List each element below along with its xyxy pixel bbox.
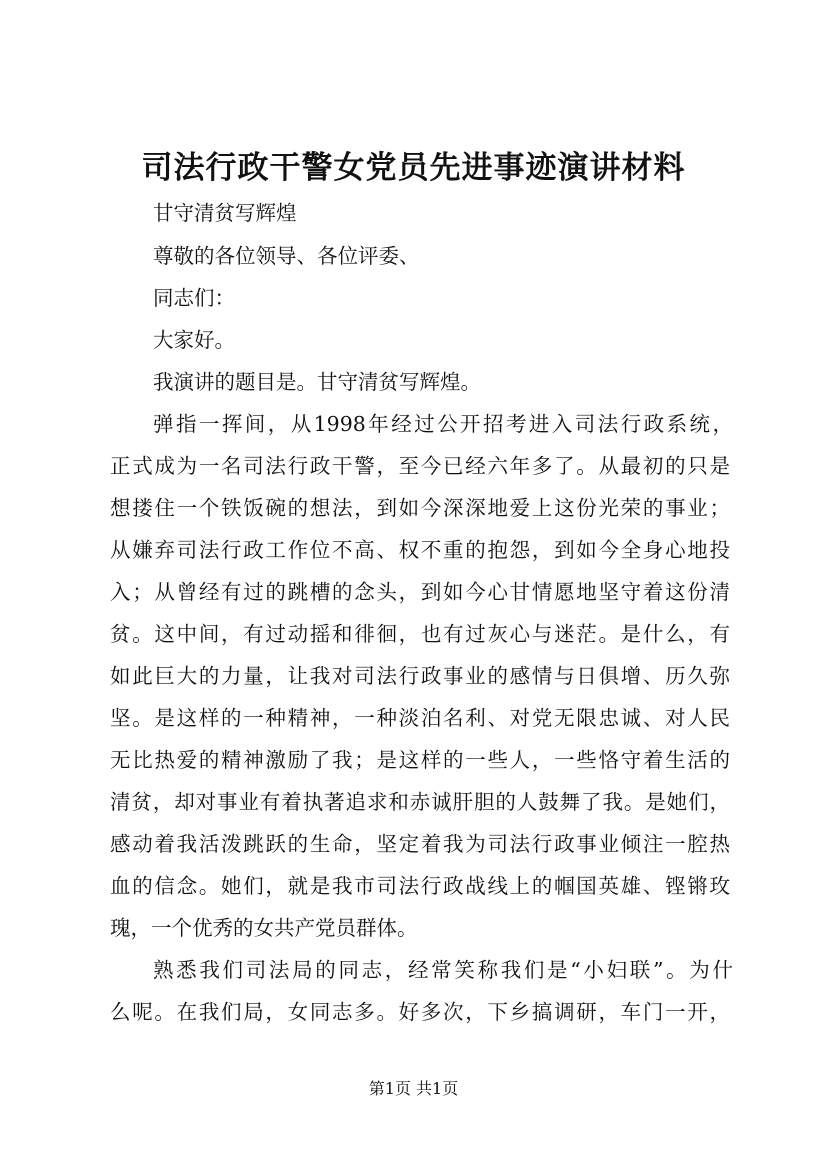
body-line: 从嫌弃司法行政工作位不高、权不重的抱怨，到如今全身心地投 [110,538,730,562]
subtitle-line: 甘守清贫写辉煌 [153,201,297,225]
body-line: 感动着我活泼跳跃的生命，坚定着我为司法行政事业倾注一腔热 [110,832,730,856]
body-line: 清贫，却对事业有着执著追求和赤诚肝胆的人鼓舞了我。是她们， [110,790,730,814]
body-line: 想搂住一个铁饭碗的想法，到如今深深地爱上这份光荣的事业； [110,496,730,520]
document-title: 司法行政干警女党员先进事迹演讲材料 [141,150,686,186]
body-line: 如此巨大的力量，让我对司法行政事业的感情与日俱增、历久弥 [110,664,730,688]
salutation-line: 同志们： [153,286,235,310]
page-number: 第1页 共1页 [368,1079,459,1098]
body-line: 血的信念。她们，就是我市司法行政战线上的帼国英雄、铿锵玫 [110,874,730,898]
body-line: 正式成为一名司法行政干警，至今已经六年多了。从最初的只是 [110,454,730,478]
body-line: 无比热爱的精神激励了我；是这样的一些人，一些恪守着生活的 [110,748,730,772]
topic-line: 我演讲的题目是。甘守清贫写辉煌。 [153,370,481,394]
body-line: 坚。是这样的一种精神，一种淡泊名利、对党无限忠诚、对人民 [110,706,730,730]
body-line: 熟悉我们司法局的同志，经常笑称我们是“小妇联”。为什 [153,958,733,982]
salutation-line: 尊敬的各位领导、各位评委、 [153,244,420,268]
greeting-line: 大家好。 [153,328,235,352]
body-line: 瑰，一个优秀的女共产党员群体。 [110,916,418,940]
body-line: 弹指一挥间，从1998年经过公开招考进入司法行政系统， [153,412,733,436]
body-line: 么呢。在我们局，女同志多。好多次，下乡搞调研，车门一开， [110,1000,730,1024]
body-line: 入；从曾经有过的跳槽的念头，到如今心甘情愿地坚守着这份清 [110,580,730,604]
body-line: 贫。这中间，有过动摇和徘徊，也有过灰心与迷茫。是什么，有 [110,622,730,646]
